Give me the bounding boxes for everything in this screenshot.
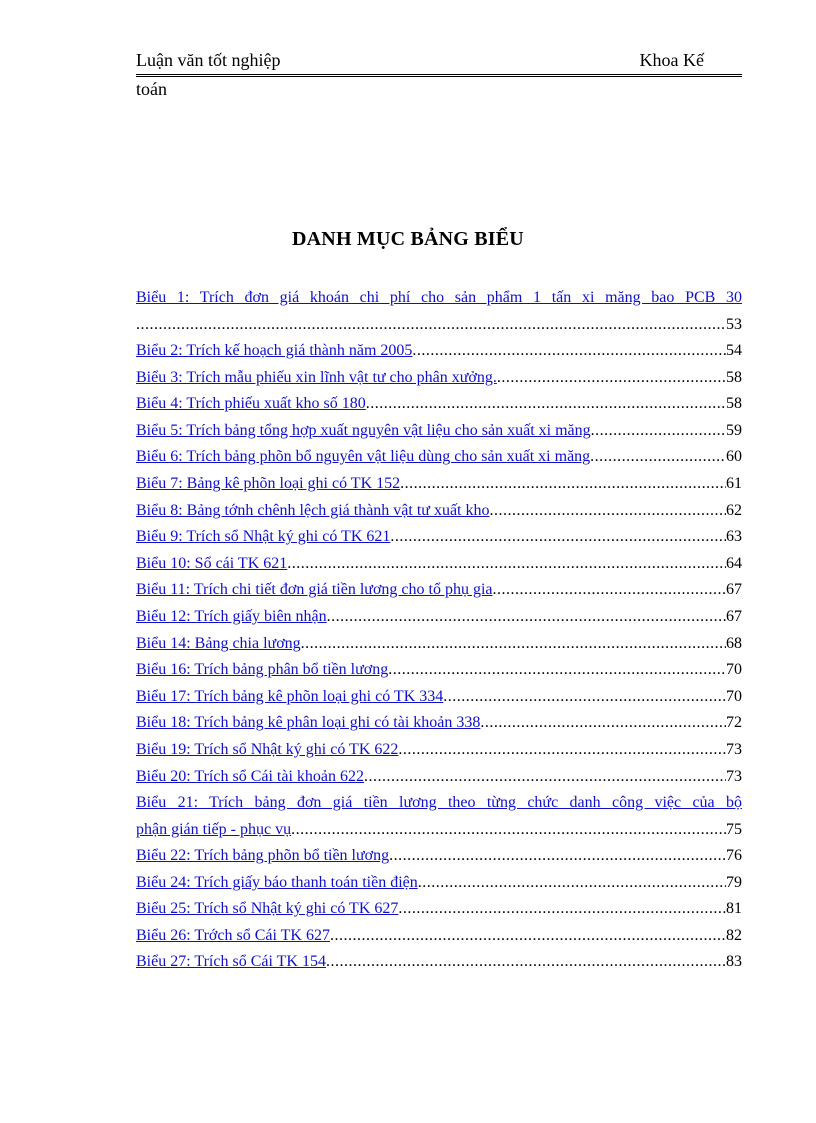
toc-link[interactable]: Biểu 3: Trích mẫu phiếu xin lĩnh vật tư cho phân xưởng. bbox=[136, 368, 497, 386]
toc-leader-dots bbox=[591, 418, 726, 445]
toc-item[interactable] bbox=[136, 444, 742, 471]
toc-leader-dots bbox=[390, 524, 726, 551]
toc-link[interactable]: Biểu 20: Trích sổ Cái tài khoản 622 bbox=[136, 767, 364, 785]
toc-item[interactable] bbox=[136, 604, 742, 631]
toc-link[interactable]: Biểu 26: Trớch sổ Cái TK 627 bbox=[136, 926, 330, 944]
toc-link-continuation[interactable]: phận gián tiếp - phục vụ bbox=[136, 820, 292, 838]
toc-leader-dots bbox=[412, 338, 726, 365]
toc-item[interactable] bbox=[136, 418, 742, 445]
toc-page-number: 70 bbox=[726, 661, 742, 679]
toc-item[interactable] bbox=[136, 631, 742, 658]
toc-page-number: 58 bbox=[726, 395, 742, 413]
toc-leader-dots bbox=[490, 498, 727, 525]
toc-link[interactable]: Biểu 14: Bảng chia lương bbox=[136, 634, 301, 652]
toc-leader-dots bbox=[364, 764, 726, 791]
toc-item[interactable] bbox=[136, 524, 742, 551]
toc-page-number: 58 bbox=[726, 368, 742, 386]
toc-item[interactable] bbox=[136, 338, 742, 365]
toc-item[interactable] bbox=[136, 896, 742, 923]
toc-leader-dots bbox=[418, 870, 726, 897]
toc-link[interactable]: Biểu 18: Trích bảng kê phân loại ghi có tài khoản 338 bbox=[136, 714, 481, 732]
toc-page-number: 53 bbox=[726, 315, 742, 333]
toc-page-number: 63 bbox=[726, 528, 742, 546]
toc-item[interactable] bbox=[136, 923, 742, 950]
header-right-text: Khoa Kế bbox=[639, 50, 704, 70]
toc-item[interactable] bbox=[136, 870, 742, 897]
toc-link[interactable]: Biểu 8: Bảng tớnh chênh lệch giá thành vật tư xuất kho bbox=[136, 501, 490, 519]
toc-link[interactable]: Biểu 27: Trích sổ Cái TK 154 bbox=[136, 953, 326, 971]
page-header bbox=[136, 50, 742, 101]
toc-page-number: 67 bbox=[726, 607, 742, 625]
toc-page-number: 83 bbox=[726, 953, 742, 971]
toc-item[interactable] bbox=[136, 391, 742, 418]
toc-leader-dots bbox=[287, 551, 726, 578]
toc-item[interactable] bbox=[136, 285, 742, 338]
header-continuation: toán bbox=[136, 79, 167, 99]
toc-leader-dots bbox=[398, 737, 726, 764]
toc-link[interactable]: Biểu 1: Trích đơn giá khoán chi phí cho sản phẩm 1 tấn xi măng bao PCB 30 bbox=[136, 289, 742, 306]
toc-page-number: 72 bbox=[726, 714, 742, 732]
toc-page-number: 81 bbox=[726, 900, 742, 918]
table-of-figures bbox=[136, 285, 742, 976]
toc-link[interactable]: Biểu 21: Trích bảng đơn giá tiền lương theo từng chức danh công việc của bộ bbox=[136, 794, 742, 812]
toc-leader-dots bbox=[388, 657, 726, 684]
toc-page-number: 60 bbox=[726, 448, 742, 466]
toc-item[interactable] bbox=[136, 498, 742, 525]
toc-leader-dots bbox=[330, 923, 726, 950]
toc-page-number: 82 bbox=[726, 926, 742, 944]
header-left-text: Luận văn tốt nghiệp bbox=[136, 50, 281, 70]
toc-page-number: 67 bbox=[726, 581, 742, 599]
toc-page-number: 64 bbox=[726, 554, 742, 572]
toc-page-number: 59 bbox=[726, 421, 742, 439]
toc-page-number: 54 bbox=[726, 342, 742, 359]
toc-leader-dots bbox=[389, 843, 726, 870]
toc-link[interactable]: Biểu 7: Bảng kê phõn loại ghi có TK 152 bbox=[136, 474, 401, 492]
toc-item[interactable] bbox=[136, 684, 742, 711]
toc-link[interactable]: Biểu 10: Sổ cái TK 621 bbox=[136, 554, 288, 572]
toc-leader-dots bbox=[497, 365, 726, 392]
toc-item[interactable] bbox=[136, 577, 742, 604]
toc-link[interactable]: Biểu 17: Trích bảng kê phõn loại ghi có TK 334 bbox=[136, 687, 444, 705]
toc-page-number: 73 bbox=[726, 740, 742, 758]
toc-page-number: 79 bbox=[726, 873, 742, 891]
toc-link[interactable]: Biểu 25: Trích sổ Nhật ký ghi có TK 627 bbox=[136, 900, 399, 918]
toc-leader-dots bbox=[480, 710, 726, 737]
toc-link[interactable]: Biểu 11: Trích chi tiết đơn giá tiền lương cho tổ phụ gia bbox=[136, 581, 493, 599]
toc-item[interactable] bbox=[136, 471, 742, 498]
toc-leader-dots bbox=[136, 312, 726, 339]
toc-page-number: 75 bbox=[726, 820, 742, 838]
toc-link[interactable]: Biểu 22: Trích bảng phõn bổ tiền lương bbox=[136, 847, 390, 865]
toc-item[interactable] bbox=[136, 551, 742, 578]
toc-leader-dots bbox=[400, 471, 726, 498]
toc-link[interactable]: Biểu 19: Trích sổ Nhật ký ghi có TK 622 bbox=[136, 740, 399, 758]
toc-item[interactable] bbox=[136, 843, 742, 870]
toc-link[interactable]: Biểu 9: Trích sổ Nhật ký ghi có TK 621 bbox=[136, 528, 391, 546]
toc-leader-dots bbox=[291, 817, 726, 844]
toc-item[interactable] bbox=[136, 365, 742, 392]
toc-link[interactable]: Biểu 24: Trích giấy báo thanh toán tiền điện bbox=[136, 873, 418, 891]
toc-link[interactable]: Biểu 5: Trích bảng tổng hợp xuất nguyên vật liệu cho sản xuất xi măng bbox=[136, 421, 591, 439]
header-rule bbox=[136, 50, 742, 77]
toc-leader-dots bbox=[326, 949, 726, 976]
toc-item[interactable] bbox=[136, 764, 742, 791]
toc-leader-dots bbox=[366, 391, 726, 418]
toc-leader-dots bbox=[443, 684, 726, 711]
toc-link[interactable]: Biểu 16: Trích bảng phân bổ tiền lương bbox=[136, 661, 389, 679]
toc-leader-dots bbox=[327, 604, 726, 631]
page-title: DANH MỤC BẢNG BIỂU bbox=[292, 228, 524, 250]
toc-leader-dots bbox=[398, 896, 726, 923]
toc-page-number: 62 bbox=[726, 501, 742, 519]
toc-item[interactable] bbox=[136, 949, 742, 976]
toc-link[interactable]: Biểu 12: Trích giấy biên nhận bbox=[136, 607, 327, 625]
toc-link[interactable]: Biểu 4: Trích phiếu xuất kho số 180 bbox=[136, 395, 366, 413]
toc-page-number: 61 bbox=[726, 474, 742, 492]
toc-leader-dots bbox=[590, 444, 726, 471]
toc-page-number: 76 bbox=[726, 847, 742, 865]
toc-item[interactable] bbox=[136, 737, 742, 764]
toc-page-number: 68 bbox=[726, 634, 742, 652]
toc-page-number: 70 bbox=[726, 687, 742, 705]
toc-leader-dots bbox=[301, 631, 726, 658]
toc-page-number: 73 bbox=[726, 767, 742, 785]
toc-link[interactable]: Biểu 2: Trích kế hoạch giá thành năm 2005 bbox=[136, 342, 413, 359]
toc-item[interactable] bbox=[136, 710, 742, 737]
toc-item[interactable] bbox=[136, 657, 742, 684]
toc-link[interactable]: Biểu 6: Trích bảng phõn bổ nguyên vật liệu dùng cho sản xuất xi măng bbox=[136, 448, 591, 466]
toc-item[interactable] bbox=[136, 790, 742, 843]
toc-leader-dots bbox=[493, 577, 726, 604]
